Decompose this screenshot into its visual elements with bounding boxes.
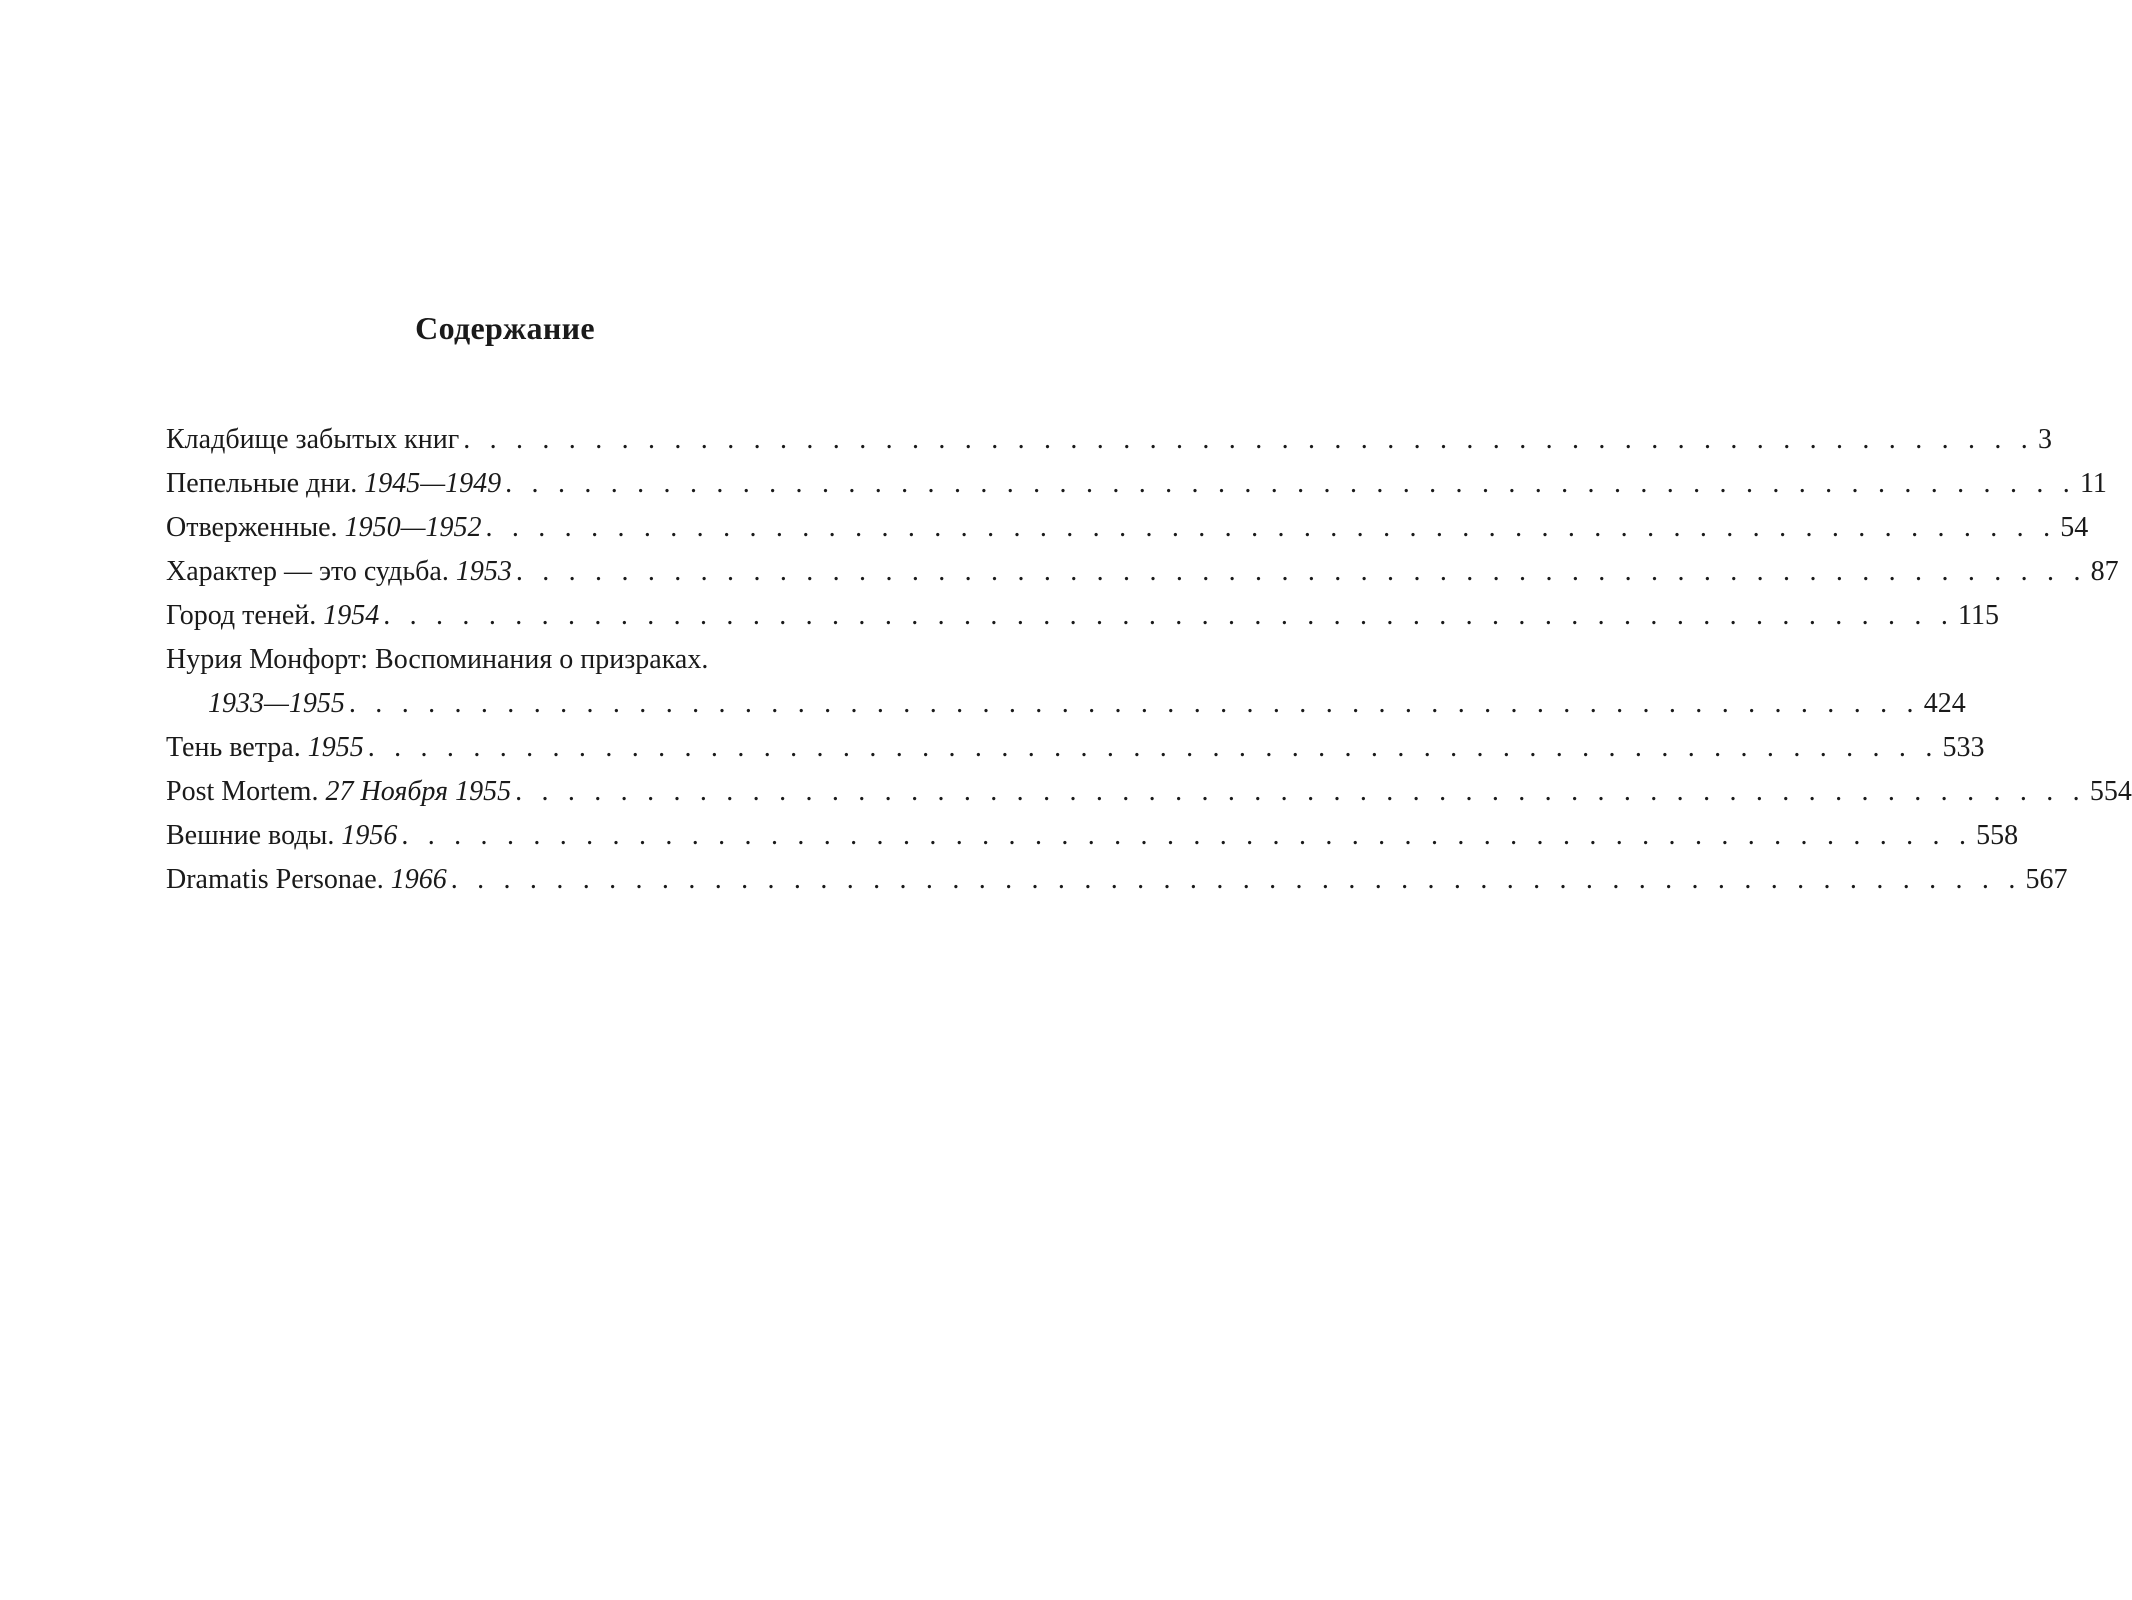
dot-leader: . . . . . . . . . . . . . . . . . . . . . . . . . . . . . . . . . . . . . . . . . . . . . . . . . . . . . . . . . . . . bbox=[450, 864, 2022, 895]
toc-entry-continuation bbox=[166, 682, 1966, 726]
toc-entry-year: 1953 bbox=[455, 556, 512, 587]
toc-entry-title: Отверженные. bbox=[166, 512, 345, 543]
toc-entry-label bbox=[166, 726, 364, 770]
toc-entry-year: 27 Ноября 1955 bbox=[325, 776, 512, 807]
toc-entry-title: Dramatis Personae. bbox=[166, 864, 391, 895]
toc-page-number: 54 bbox=[2060, 512, 2089, 543]
toc-entry bbox=[166, 814, 2019, 858]
toc-entry-year: 1956 bbox=[341, 820, 398, 851]
dot-leader: . . . . . . . . . . . . . . . . . . . . . . . . . . . . . . . . . . . . . . . . . . . . . . . . . . . . . . . . . . . . bbox=[515, 556, 2087, 587]
dot-leader: . . . . . . . . . . . . . . . . . . . . . . . . . . . . . . . . . . . . . . . . . . . . . . . . . . . . . . . . . . . . bbox=[485, 512, 2057, 543]
toc-entry-label bbox=[166, 550, 512, 594]
dot-leader: . . . . . . . . . . . . . . . . . . . . . . . . . . . . . . . . . . . . . . . . . . . . . . . . . . . . . . . . . . . . bbox=[505, 468, 2076, 499]
dot-leader: . . . . . . . . . . . . . . . . . . . . . . . . . . . . . . . . . . . . . . . . . . . . . . . . . . . . . . . . . . . . bbox=[383, 600, 1955, 631]
toc-entry-label bbox=[166, 506, 481, 550]
toc-entry-title: Нурия Монфорт: Воспоминания о призраках. bbox=[166, 644, 709, 675]
dot-leader: . . . . . . . . . . . . . . . . . . . . . . . . . . . . . . . . . . . . . . . . . . . . . . . . . . . . . . . . . . . . bbox=[401, 820, 1973, 851]
toc-entry-label bbox=[166, 814, 397, 858]
toc-entry bbox=[166, 594, 2000, 638]
toc-entry-label bbox=[166, 770, 511, 814]
toc-entry-year: 1955 bbox=[307, 732, 364, 763]
toc-entry-title: Вешние воды. bbox=[166, 820, 342, 851]
toc-entry-label bbox=[166, 858, 447, 902]
toc-entry-label bbox=[166, 682, 345, 726]
dot-leader: . . . . . . . . . . . . . . . . . . . . . . . . . . . . . . . . . . . . . . . . . . . . . . . . . . . . . . . . . . . . bbox=[367, 732, 1939, 763]
toc-entry bbox=[166, 506, 2089, 550]
toc-page-number: 533 bbox=[1942, 732, 1985, 763]
dot-leader: . . . . . . . . . . . . . . . . . . . . . . . . . . . . . . . . . . . . . . . . . . . . . . . . . . . . . . . . . . . . bbox=[463, 424, 2035, 455]
toc-entry-year: 1950—1952 bbox=[344, 512, 482, 543]
toc-entry-label bbox=[166, 462, 501, 506]
toc-entry-title: Город теней. bbox=[166, 600, 324, 631]
toc-page-number: 3 bbox=[2038, 424, 2053, 455]
toc-entry bbox=[166, 858, 2068, 902]
toc-entry-label bbox=[166, 418, 459, 462]
page-title: Содержание bbox=[415, 310, 595, 346]
toc-page-number: 11 bbox=[2079, 468, 2107, 499]
toc-page-number: 424 bbox=[1923, 688, 1966, 719]
toc-entry-title: Характер — это судьба. bbox=[166, 556, 456, 587]
toc-entry-title: Кладбище забытых книг bbox=[166, 424, 460, 455]
toc-entry-title: Post Mortem. bbox=[166, 776, 326, 807]
toc-entry-label bbox=[166, 594, 379, 638]
dot-leader: . . . . . . . . . . . . . . . . . . . . . . . . . . . . . . . . . . . . . . . . . . . . . . . . . . . . . . . . . . . . bbox=[348, 688, 1920, 719]
toc-entry-year: 1945—1949 bbox=[364, 468, 502, 499]
toc-entry bbox=[166, 770, 2132, 814]
toc-page-number: 558 bbox=[1976, 820, 2019, 851]
toc-entry bbox=[166, 418, 2053, 462]
table-of-contents bbox=[166, 418, 2132, 902]
toc-entry-year: 1954 bbox=[323, 600, 380, 631]
toc-page-number: 115 bbox=[1958, 600, 2000, 631]
toc-entry bbox=[166, 726, 1985, 770]
toc-page-number: 567 bbox=[2025, 864, 2068, 895]
toc-page-number: 87 bbox=[2090, 556, 2119, 587]
dot-leader: . . . . . . . . . . . . . . . . . . . . . . . . . . . . . . . . . . . . . . . . . . . . . . . . . . . . . . . . . . . . bbox=[515, 776, 2086, 807]
toc-entry-title: Пепельные дни. bbox=[166, 468, 365, 499]
toc-page-number: 554 bbox=[2089, 776, 2132, 807]
toc-entry-year: 1933—1955 bbox=[208, 688, 345, 719]
toc-entry-year: 1966 bbox=[390, 864, 447, 895]
toc-entry bbox=[166, 462, 2107, 506]
toc-entry bbox=[166, 638, 863, 682]
toc-entry bbox=[166, 550, 2119, 594]
toc-entry-title: Тень ветра. bbox=[166, 732, 308, 763]
